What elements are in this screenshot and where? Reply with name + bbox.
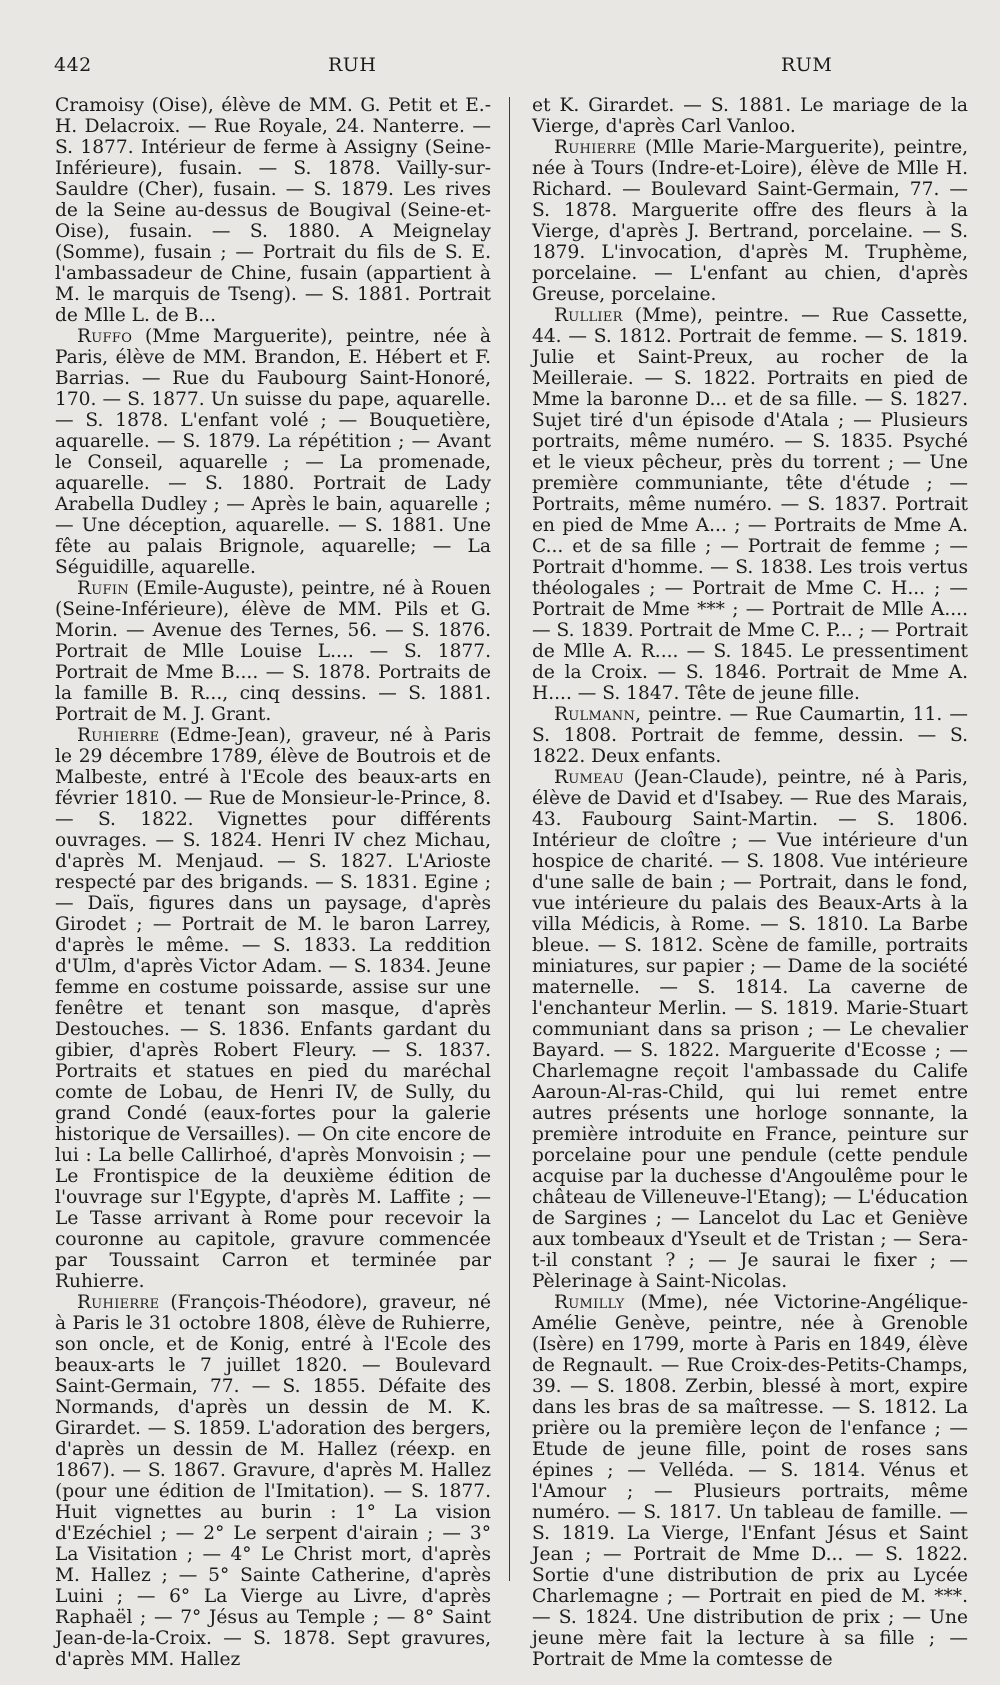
left-column — [55, 95, 491, 1670]
entry-name: Rulmann — [554, 704, 636, 725]
entry-name: Rullier — [554, 305, 623, 326]
entry-rumeau — [532, 767, 968, 1292]
running-header — [54, 54, 960, 82]
entry-continuation — [532, 95, 968, 137]
entry-name: Ruhierre — [554, 137, 637, 158]
entry-ruffo — [55, 326, 491, 578]
entry-name: Ruhierre — [77, 725, 160, 746]
entry-name: Ruhierre — [77, 1292, 160, 1313]
entry-text: (Mme Marguerite), peintre, née à Paris, élève de MM. Brandon, E. Hébert et F. Barrias. — Rue du Faubourg Saint-Honoré, 170. — S. 1877. Un suisse du pape, aquarelle. — S. 1878. L'enfant volé ; — Bouquetière, aquarelle. — S. 1879. La répétition ; — Avant le Conseil, aquarelle ; — La promenade, aquarelle. — S. 1880. Portrait de Lady Arabella Dudley ; — Après le bain, aquarelle ; — Une déception, aquarelle. — S. 1881. Une fête au palais Brignole, aquarelle; — La Séguidille, aquarelle. — [55, 326, 491, 578]
entry-text: (Edme-Jean), graveur, né à Paris le 29 décembre 1789, élève de Boutrois et de Malbeste, entré à l'Ecole des beaux-arts en février 1810. — Rue de Monsieur-le-Prince, 8. — S. 1822. Vignettes pour différents ouvrages. — S. 1824. Henri IV chez Michau, d'après M. Menjaud. — S. 1827. L'Arioste respecté par des brigands. — S. 1831. Egine ; — Daïs, figures dans un paysage, d'après Girodet ; — Portrait de M. le baron Larrey, d'après le même. — S. 1833. La reddition d'Ulm, d'après Victor Adam. — S. 1834. Jeune femme en costume poissarde, assise sur une fenêtre et tenant son masque, d'après Destouches. — S. 1836. Enfants gardant du gibier, d'après Robert Fleury. — S. 1837. Portraits et statues en pied du maréchal comte de Lobau, de Henri IV, de Sully, du grand Condé (eaux-fortes pour la galerie historique de Versailles). — On cite encore de lui : La belle Callirhoé, d'après Monvoisin ; — Le Frontispice de la deuxième édition de l'ouvrage sur l'Egypte, d'après M. Laffite ; — Le Tasse arrivant à Rome pour recevoir la couronne au capitole, gravure commencée par Toussaint Carron et terminée par Ruhierre. — [55, 725, 491, 1292]
entry-text: (François-Théodore), graveur, né à Paris le 31 octobre 1808, élève de Ruhierre, son oncle, et de Konig, entré à l'Ecole des beaux-arts le 7 juillet 1820. — Boulevard Saint-Germain, 77. — S. 1855. Défaite des Normands, d'après un dessin de M. K. Girardet. — S. 1859. L'adoration des bergers, d'après un dessin de M. Hallez (réexp. en 1867). — S. 1867. Gravure, d'après M. Hallez (pour une édition de l'Imitation). — S. 1877. Huit vignettes au burin : 1° La vision d'Ezéchiel ; — 2° Le serpent d'airain ; — 3° La Visitation ; — 4° Le Christ mort, d'après M. Hallez ; — 5° Sainte Catherine, d'après Luini ; — 6° La Vierge au Livre, d'après Raphaël ; — 7° Jésus au Temple ; — 8° Saint Jean-de-la-Croix. — S. 1878. Sept gravures, d'après MM. Hallez — [55, 1292, 491, 1670]
entry-name: Ruffo — [77, 326, 133, 347]
left-column-heading: RUH — [328, 54, 377, 76]
column-divider — [509, 97, 510, 1581]
entry-text: (Mme), née Victorine-Angélique-Amélie Genève, peintre, née à Grenoble (Isère) en 1799, morte à Paris en 1849, élève de Regnault. — Rue Croix-des-Petits-Champs, 39. — S. 1808. Zerbin, blessé à mort, expire dans les bras de sa maîtresse. — S. 1812. La prière ou la première leçon de l'enfance ; — Etude de jeune fille, point de roses sans épines ; — Velléda. — S. 1814. Vénus et l'Amour ; — Plusieurs portraits, même numéro. — S. 1817. Un tableau de famille. — S. 1819. La Vierge, l'Enfant Jésus et Saint Jean ; — Portrait de Mme D... — S. 1822. Sortie d'une distribution de prix au Lycée Charlemagne ; — Portrait en pied de M. ***. — S. 1824. Une distribution de prix ; — Une jeune mère fait la lecture à sa fille ; — Portrait de Mme la comtesse de — [532, 1292, 968, 1670]
entry-text: (Jean-Claude), peintre, né à Paris, élève de David et d'Isabey. — Rue des Marais, 43. Faubourg Saint-Martin. — S. 1806. Intérieur de cloître ; — Vue intérieure d'un hospice de charité. — S. 1808. Vue intérieure d'une salle de bain ; — Portrait, dans le fond, vue intérieure du palais des Beaux-Arts à la villa Médicis, à Rome. — S. 1810. La Barbe bleue. — S. 1812. Scène de famille, portraits miniatures, sur papier ; — Dame de la société maternelle. — S. 1814. La caverne de l'enchanteur Merlin. — S. 1819. Marie-Stuart communiant dans sa prison ; — Le chevalier Bayard. — S. 1822. Marguerite d'Ecosse ; — Charlemagne reçoit l'ambassade du Calife Aaroun-Al-ras-Child, qui lui remet entre autres présents une horloge sonnante, la première introduite en France, peinture sur porcelaine pour une pendule (cette pendule acquise par la duchesse d'Angoulême pour le château de Villeneuve-l'Etang); — L'éducation de Sargines ; — Lancelot du Lac et Geniève aux tombeaux d'Yseult et de Tristan ; — Sera-t-il constant ? ; — Je saurai le fixer ; — Pèlerinage à Saint-Nicolas. — [532, 767, 968, 1292]
entry-ruhierre-edme-jean — [55, 725, 491, 1292]
entry-ruhierre-francois-theodore — [55, 1292, 491, 1670]
entry-rufin — [55, 578, 491, 725]
entry-text: et K. Girardet. — S. 1881. Le mariage de la Vierge, d'après Carl Vanloo. — [532, 95, 968, 137]
entry-text: (Mme), peintre. — Rue Cassette, 44. — S. 1812. Portrait de femme. — S. 1819. Julie et Saint-Preux, au rocher de la Meilleraie. — S. 1822. Portraits en pied de Mme la baronne D... et de sa fille. — S. 1827. Sujet tiré d'un épisode d'Atala ; — Plusieurs portraits, même numéro. — S. 1835. Psyché et le vieux pêcheur, près du torrent ; — Une première communiante, tête d'étude ; — Portraits, même numéro. — S. 1837. Portrait en pied de Mme A... ; — Portraits de Mme A. C... et de sa fille ; — Portrait de femme ; — Portrait d'homme. — S. 1838. Les trois vertus théologales ; — Portrait de Mme C. H... ; — Portrait de Mme *** ; — Portrait de Mlle A.... — S. 1839. Portrait de Mme C. P... ; — Portrait de Mlle A. R.... — S. 1845. Le pressentiment de la Croix. — S. 1846. Portrait de Mme A. H.... — S. 1847. Tête de jeune fille. — [532, 305, 968, 704]
entry-continuation — [55, 95, 491, 326]
entry-rumilly — [532, 1292, 968, 1670]
entry-rulmann — [532, 704, 968, 767]
entry-name: Rufin — [77, 578, 129, 599]
entry-text: (Emile-Auguste), peintre, né à Rouen (Seine-Inférieure), élève de MM. Pils et G. Morin. — Avenue des Ternes, 56. — S. 1876. Portrait de Mlle Louise L.... — S. 1877. Portrait de Mme B.... — S. 1878. Portraits de la famille B. R..., cinq dessins. — S. 1881. Portrait de M. J. Grant. — [55, 578, 491, 725]
entry-rullier — [532, 305, 968, 704]
entry-name: Rumilly — [554, 1292, 625, 1313]
entry-text: (Mlle Marie-Marguerite), peintre, née à Tours (Indre-et-Loire), élève de Mlle H. Richard. — Boulevard Saint-Germain, 77. — S. 1878. Marguerite offre des fleurs à la Vierge, d'après J. Bertrand, porcelaine. — S. 1879. L'invocation, d'après M. Truphème, porcelaine. — L'enfant au chien, d'après Greuse, porcelaine. — [532, 137, 968, 305]
entry-name: Rumeau — [554, 767, 624, 788]
entry-text: , peintre. — Rue Caumartin, 11. — S. 1808. Portrait de femme, dessin. — S. 1822. Deux enfants. — [532, 704, 968, 767]
right-column-heading: RUM — [781, 54, 833, 76]
page-number: 442 — [54, 54, 92, 76]
entry-text: Cramoisy (Oise), élève de MM. G. Petit et E.-H. Delacroix. — Rue Royale, 24. Nanterre. — S. 1877. Intérieur de ferme à Assigny (Seine-Inférieure), fusain. — S. 1878. Vailly-sur-Sauldre (Cher), fusain. — S. 1879. Les rives de la Seine au-dessus de Bougival (Seine-et-Oise), fusain. — S. 1880. A Meignelay (Somme), fusain ; — Portrait du fils de S. E. l'ambassadeur de Chine, fusain (appartient à M. le marquis de Tseng). — S. 1881. Portrait de Mlle L. de B... — [55, 95, 491, 326]
entry-ruhierre-marie-marguerite — [532, 137, 968, 305]
right-column — [532, 95, 968, 1670]
